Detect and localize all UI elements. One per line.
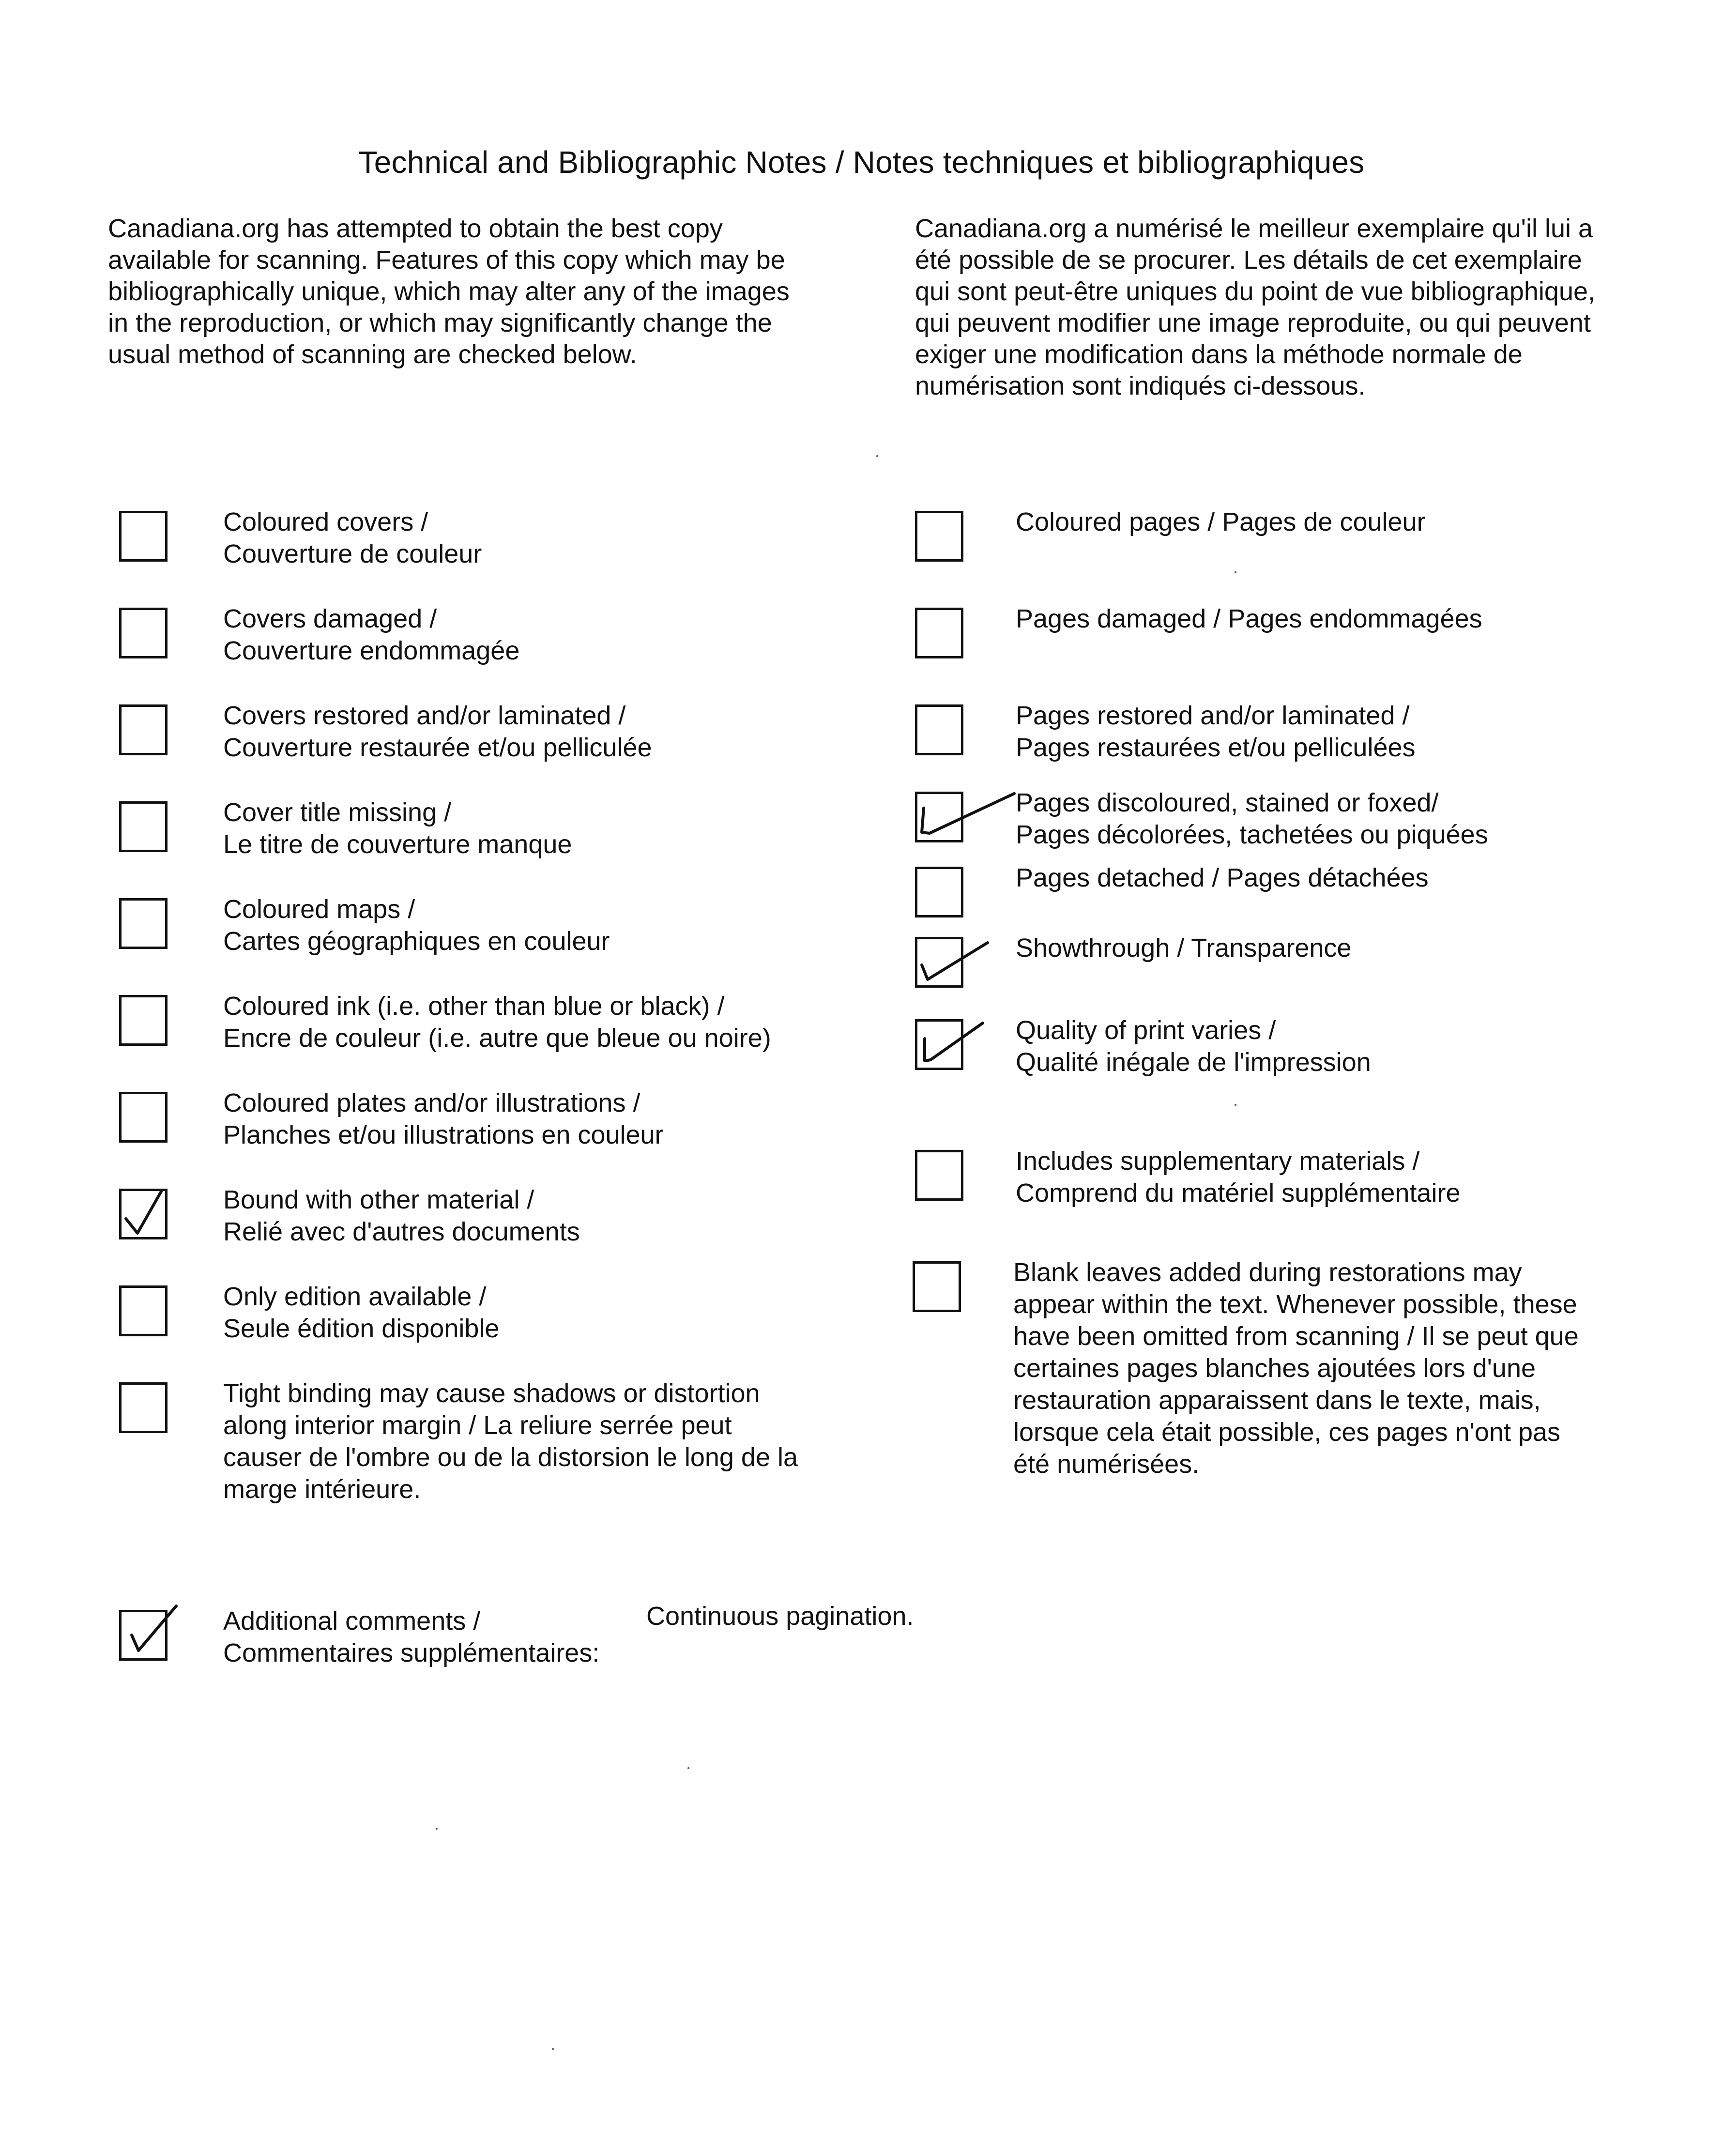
checkbox[interactable] xyxy=(915,704,963,755)
checklist-label: Bound with other material / Relié avec d'autres documents xyxy=(223,1185,580,1246)
checkbox[interactable] xyxy=(119,704,168,755)
checkbox[interactable] xyxy=(915,937,963,988)
checklist-label: Only edition available / Seule édition disponible xyxy=(223,1282,500,1343)
checklist-label: Pages detached / Pages détachées xyxy=(1016,863,1429,892)
checklist-label: Coloured plates and/or illustrations / Planches et/ou illustrations en couleur xyxy=(223,1088,664,1149)
checkbox[interactable] xyxy=(119,898,168,949)
scan-speck xyxy=(1235,1104,1236,1106)
intro-english: Canadiana.org has attempted to obtain the best copy available for scanning. Features of this copy which may be bibliographically unique, which may alter any of the images in the reproduction, or which may significantly change the usual method of scanning are checked below. xyxy=(108,214,790,369)
checklist-label: Cover title missing / Le titre de couverture manque xyxy=(223,798,572,859)
checklist-label: Coloured pages / Pages de couleur xyxy=(1016,507,1426,536)
checkbox[interactable] xyxy=(119,995,168,1046)
checklist-label: Coloured ink (i.e. other than blue or black) / Encre de couleur (i.e. autre que bleue ou noire) xyxy=(223,992,771,1053)
checkbox[interactable] xyxy=(913,1261,961,1312)
checklist-label: Quality of print varies / Qualité inégale de l'impression xyxy=(1016,1016,1371,1077)
checkmark-icon xyxy=(915,937,997,988)
checkbox[interactable] xyxy=(119,1189,168,1239)
checkbox[interactable] xyxy=(119,1285,168,1336)
checkbox[interactable] xyxy=(119,608,168,658)
checklist-label: Blank leaves added during restorations may appear within the text. Whenever possible, these have been omitted from scanning / Il se peut que certaines pages blanches ajoutées lors d'une restauration apparaissent dans le texte, mais, lorsque cela était possible, ces pages n'ont pas été numérisées. xyxy=(1013,1258,1579,1479)
checklist-label: Covers restored and/or laminated / Couverture restaurée et/ou pelliculée xyxy=(223,701,652,762)
additional-comments-value: Continuous pagination. xyxy=(646,1602,914,1631)
checklist-label: Tight binding may cause shadows or distortion along interior margin / La reliure serrée peut causer de l'ombre ou de la distorsion le long de la marge intérieure. xyxy=(223,1379,798,1504)
scan-speck xyxy=(436,1828,438,1830)
checkbox[interactable] xyxy=(119,1610,168,1661)
checklist-label: Covers damaged / Couverture endommagée xyxy=(223,604,520,665)
checkmark-icon xyxy=(915,1019,997,1070)
checkbox[interactable] xyxy=(915,511,963,562)
checkbox[interactable] xyxy=(119,511,168,562)
checkmark-icon xyxy=(119,1189,168,1239)
checklist-label: Pages damaged / Pages endommagées xyxy=(1016,604,1482,633)
checklist-label: Showthrough / Transparence xyxy=(1016,933,1352,963)
checkbox[interactable] xyxy=(915,792,963,842)
checkbox[interactable] xyxy=(119,1092,168,1143)
checkbox[interactable] xyxy=(915,867,963,917)
additional-comments-label: Additional comments / Commentaires supplémentaires: xyxy=(223,1606,600,1667)
checklist-label: Pages restored and/or laminated / Pages restaurées et/ou pelliculées xyxy=(1016,701,1416,762)
checklist-label: Includes supplementary materials / Comprend du matériel supplémentaire xyxy=(1016,1147,1461,1208)
checkmark-icon xyxy=(915,792,1022,842)
scan-speck xyxy=(687,1767,689,1769)
checklist-label: Coloured covers / Couverture de couleur xyxy=(223,507,482,568)
scan-speck xyxy=(552,2048,554,2050)
intro-french: Canadiana.org a numérisé le meilleur exemplaire qu'il lui a été possible de se procurer. Les détails de cet exemplaire qui sont peut-être uniques du point de vue bibliographique, qui peuvent modifier une image reproduite, ou qui peuvent exiger une modification dans la méthode normale de numérisation sont indiqués ci-dessous. xyxy=(915,214,1596,400)
checkbox[interactable] xyxy=(915,1150,963,1201)
checkbox[interactable] xyxy=(119,801,168,852)
checkbox[interactable] xyxy=(119,1382,168,1433)
checkbox[interactable] xyxy=(915,608,963,658)
checkmark-icon xyxy=(119,1610,182,1661)
scan-speck xyxy=(1235,571,1236,573)
checklist-label: Pages discoloured, stained or foxed/ Pages décolorées, tachetées ou piquées xyxy=(1016,788,1488,849)
checkbox[interactable] xyxy=(915,1019,963,1070)
scan-speck xyxy=(876,455,878,457)
page-title: Technical and Bibliographic Notes / Notes techniques et bibliographiques xyxy=(358,145,1365,180)
checklist-label: Coloured maps / Cartes géographiques en couleur xyxy=(223,895,610,956)
